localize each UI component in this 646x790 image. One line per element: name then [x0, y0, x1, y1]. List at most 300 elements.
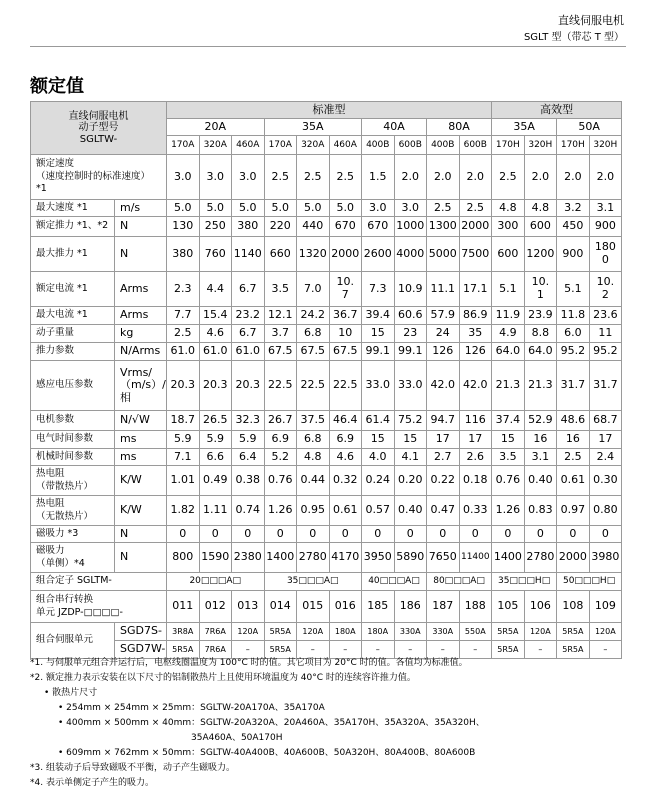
value-cell: 2.5 — [459, 200, 492, 217]
value-cell: 21.3 — [492, 361, 525, 411]
table-row — [31, 237, 622, 272]
value-cell: 6.0 — [557, 325, 590, 343]
value-cell: 2600 — [362, 237, 395, 272]
value-cell: 3.0 — [232, 155, 265, 200]
value-cell: 0 — [264, 526, 297, 543]
value-cell: 11400 — [459, 543, 492, 573]
value-cell: 0 — [232, 526, 265, 543]
value-cell: 31.7 — [557, 361, 590, 411]
value-cell: 6.8 — [297, 325, 330, 343]
table-row — [31, 543, 622, 573]
model-header: 600B — [394, 136, 427, 155]
value-cell: 5.0 — [297, 200, 330, 217]
value-cell: 800 — [167, 543, 200, 573]
row-unit: N — [115, 526, 167, 543]
servo-cell: 5R5A — [557, 623, 590, 641]
model-header: 320H — [524, 136, 557, 155]
row-unit: Arms — [115, 307, 167, 325]
servo-cell: 120A — [589, 623, 622, 641]
value-cell: 6.9 — [329, 431, 362, 449]
value-cell: 600 — [524, 217, 557, 237]
value-cell: 22.5 — [329, 361, 362, 411]
value-cell: 0.44 — [297, 466, 330, 496]
value-cell: 0.33 — [459, 496, 492, 526]
row-label: 动子重量 — [31, 325, 115, 343]
row-label: 额定电流 *1 — [31, 272, 115, 307]
value-cell: 4.8 — [524, 200, 557, 217]
value-cell: 4170 — [329, 543, 362, 573]
stator-cell: 35□□□A□ — [264, 573, 362, 591]
servo-cell: – — [524, 641, 557, 659]
value-cell: 61.0 — [199, 343, 232, 361]
value-cell: 16 — [557, 431, 590, 449]
value-cell: 126 — [459, 343, 492, 361]
servo-cell: 3R8A — [167, 623, 200, 641]
value-cell: 37.5 — [297, 411, 330, 431]
converter-cell: 188 — [459, 591, 492, 623]
servo-cell: 550A — [459, 623, 492, 641]
converter-cell: 106 — [524, 591, 557, 623]
value-cell: 2.0 — [459, 155, 492, 200]
value-cell: 0.57 — [362, 496, 395, 526]
value-cell: 4.4 — [199, 272, 232, 307]
value-cell: 5.9 — [232, 431, 265, 449]
servo-cell: – — [232, 641, 265, 659]
row-label: 推力参数 — [31, 343, 115, 361]
value-cell: 1300 — [427, 217, 460, 237]
value-cell: 0.20 — [394, 466, 427, 496]
value-cell: 3.2 — [557, 200, 590, 217]
value-cell: 67.5 — [264, 343, 297, 361]
value-cell: 2.4 — [589, 449, 622, 466]
stator-label: 组合定子 SGLTM- — [31, 573, 167, 591]
value-cell: 1140 — [232, 237, 265, 272]
value-cell: 3980 — [589, 543, 622, 573]
row-unit: N — [115, 217, 167, 237]
servo-cell: 330A — [427, 623, 460, 641]
value-cell: 15 — [394, 431, 427, 449]
value-cell: 17 — [427, 431, 460, 449]
servo-cell: – — [394, 641, 427, 659]
servo-cell: 7R6A — [199, 641, 232, 659]
value-cell: 0 — [394, 526, 427, 543]
value-cell: 300 — [492, 217, 525, 237]
servo-cell: – — [427, 641, 460, 659]
value-cell: 26.5 — [199, 411, 232, 431]
value-cell: 7.3 — [362, 272, 395, 307]
value-cell: 0.22 — [427, 466, 460, 496]
value-cell: 0.95 — [297, 496, 330, 526]
value-cell: 52.9 — [524, 411, 557, 431]
servo-cell: – — [362, 641, 395, 659]
value-cell: 2.0 — [394, 155, 427, 200]
value-cell: 10. 7 — [329, 272, 362, 307]
value-cell: 5.1 — [492, 272, 525, 307]
row-unit: N/√W — [115, 411, 167, 431]
value-cell: 11.9 — [492, 307, 525, 325]
value-cell: 67.5 — [297, 343, 330, 361]
model-header: 460A — [329, 136, 362, 155]
servo-cell: – — [459, 641, 492, 659]
value-cell: 0 — [167, 526, 200, 543]
converter-cell: 186 — [394, 591, 427, 623]
value-cell: 0.83 — [524, 496, 557, 526]
footnote-3: *3. 组装动子后导致磁吸不平衡，动子产生磁吸力。 — [30, 763, 235, 773]
model-header: 400B — [362, 136, 395, 155]
value-cell: 180 0 — [589, 237, 622, 272]
value-cell: 6.8 — [297, 431, 330, 449]
value-cell: 31.7 — [589, 361, 622, 411]
group-standard: 标准型 — [167, 102, 492, 119]
stator-cell: 20□□□A□ — [167, 573, 265, 591]
value-cell: 130 — [167, 217, 200, 237]
value-cell: 600 — [492, 237, 525, 272]
model-header: 170A — [264, 136, 297, 155]
value-cell: 95.2 — [589, 343, 622, 361]
row-label: 热电阻 （带散热片） — [31, 466, 115, 496]
value-cell: 3.0 — [199, 155, 232, 200]
value-cell: 36.7 — [329, 307, 362, 325]
value-cell: 450 — [557, 217, 590, 237]
value-cell: 2780 — [297, 543, 330, 573]
value-cell: 21.3 — [524, 361, 557, 411]
converter-cell: 187 — [427, 591, 460, 623]
value-cell: 17.1 — [459, 272, 492, 307]
value-cell: 35 — [459, 325, 492, 343]
value-cell: 20.3 — [232, 361, 265, 411]
servo-label: 组合伺服单元 — [31, 623, 115, 659]
value-cell: 0.40 — [394, 496, 427, 526]
value-cell: 23.9 — [524, 307, 557, 325]
value-cell: 23.6 — [589, 307, 622, 325]
model-header: 170A — [167, 136, 200, 155]
value-cell: 250 — [199, 217, 232, 237]
value-cell: 2000 — [557, 543, 590, 573]
value-cell: 64.0 — [492, 343, 525, 361]
value-cell: 2.0 — [557, 155, 590, 200]
converter-cell: 105 — [492, 591, 525, 623]
table-row — [31, 411, 622, 431]
row-label: 最大速度 *1 — [31, 200, 115, 217]
value-cell: 3.0 — [167, 155, 200, 200]
value-cell: 64.0 — [524, 343, 557, 361]
value-cell: 17 — [459, 431, 492, 449]
row-unit: K/W — [115, 496, 167, 526]
value-cell: 61.0 — [232, 343, 265, 361]
value-cell: 7.7 — [167, 307, 200, 325]
value-cell: 5.0 — [232, 200, 265, 217]
value-cell: 75.2 — [394, 411, 427, 431]
value-cell: 900 — [589, 217, 622, 237]
footnote-1: *1. 与伺服单元组合并运行后，电枢线圈温度为 100°C 时的值。其它项目为 20°C 时的值。各值均为标准值。 — [30, 658, 468, 668]
value-cell: 7.1 — [167, 449, 200, 466]
table-row — [31, 200, 622, 217]
value-cell: 1.82 — [167, 496, 200, 526]
value-cell: 10 — [329, 325, 362, 343]
row-unit: N — [115, 237, 167, 272]
servo-model: SGD7W- — [115, 641, 167, 659]
stator-cell: 40□□□A□ — [362, 573, 427, 591]
row-label: 感应电压参数 — [31, 361, 115, 411]
value-cell: 15 — [492, 431, 525, 449]
value-cell: 61.0 — [167, 343, 200, 361]
value-cell: 7.0 — [297, 272, 330, 307]
servo-cell: 5R5A — [167, 641, 200, 659]
value-cell: 1400 — [264, 543, 297, 573]
series-header: 50A — [557, 119, 622, 136]
table-row — [31, 272, 622, 307]
value-cell: 20.3 — [167, 361, 200, 411]
value-cell: 1.26 — [264, 496, 297, 526]
value-cell: 18.7 — [167, 411, 200, 431]
value-cell: 380 — [232, 217, 265, 237]
value-cell: 1.5 — [362, 155, 395, 200]
value-cell: 4.0 — [362, 449, 395, 466]
row-label: 最大电流 *1 — [31, 307, 115, 325]
converter-cell: 012 — [199, 591, 232, 623]
value-cell: 900 — [557, 237, 590, 272]
row-unit: ms — [115, 431, 167, 449]
row-label: 机械时间参数 — [31, 449, 115, 466]
footnote-heatsink-3: • 609mm × 762mm × 50mm：SGLTW-40A400B、40A600B、50A320H、80A400B、80A600B — [58, 748, 476, 758]
value-cell: 42.0 — [427, 361, 460, 411]
value-cell: 0.74 — [232, 496, 265, 526]
value-cell: 3950 — [362, 543, 395, 573]
row-label: 额定速度 （速度控制时的标准速度） *1 — [31, 155, 167, 200]
value-cell: 2.6 — [459, 449, 492, 466]
value-cell: 10. 2 — [589, 272, 622, 307]
table-row — [31, 343, 622, 361]
value-cell: 2.7 — [427, 449, 460, 466]
value-cell: 0.24 — [362, 466, 395, 496]
value-cell: 94.7 — [427, 411, 460, 431]
value-cell: 0.61 — [557, 466, 590, 496]
servo-cell: 5R5A — [492, 641, 525, 659]
value-cell: 6.6 — [199, 449, 232, 466]
value-cell: 26.7 — [264, 411, 297, 431]
servo-cell: – — [297, 641, 330, 659]
row-unit: N/Arms — [115, 343, 167, 361]
value-cell: 39.4 — [362, 307, 395, 325]
value-cell: 11.8 — [557, 307, 590, 325]
value-cell: 11 — [589, 325, 622, 343]
value-cell: 1000 — [394, 217, 427, 237]
value-cell: 0 — [557, 526, 590, 543]
row-unit: Vrms/ （m/s）/ 相 — [115, 361, 167, 411]
value-cell: 0.47 — [427, 496, 460, 526]
row-unit: ms — [115, 449, 167, 466]
value-cell: 3.1 — [589, 200, 622, 217]
value-cell: 6.9 — [264, 431, 297, 449]
value-cell: 24.2 — [297, 307, 330, 325]
series-header: 80A — [427, 119, 492, 136]
model-header: 170H — [492, 136, 525, 155]
value-cell: 17 — [589, 431, 622, 449]
value-cell: 2000 — [459, 217, 492, 237]
row-label: 磁吸力 （单侧）*4 — [31, 543, 115, 573]
servo-cell: 5R5A — [264, 641, 297, 659]
stator-cell: 50□□□H□ — [557, 573, 622, 591]
value-cell: 4000 — [394, 237, 427, 272]
value-cell: 4.1 — [394, 449, 427, 466]
value-cell: 2000 — [329, 237, 362, 272]
model-header: 320A — [199, 136, 232, 155]
value-cell: 440 — [297, 217, 330, 237]
series-header: 35A — [264, 119, 362, 136]
value-cell: 4.9 — [492, 325, 525, 343]
header-title: 直线伺服电机 — [558, 14, 624, 27]
value-cell: 126 — [427, 343, 460, 361]
value-cell: 5.0 — [329, 200, 362, 217]
value-cell: 0.32 — [329, 466, 362, 496]
servo-cell: – — [589, 641, 622, 659]
converter-cell: 011 — [167, 591, 200, 623]
row-unit: kg — [115, 325, 167, 343]
value-cell: 86.9 — [459, 307, 492, 325]
row-label: 电机参数 — [31, 411, 115, 431]
value-cell: 2.5 — [297, 155, 330, 200]
value-cell: 3.0 — [394, 200, 427, 217]
converter-cell: 013 — [232, 591, 265, 623]
table-row — [31, 361, 622, 411]
table-row — [31, 155, 622, 200]
value-cell: 2.5 — [427, 200, 460, 217]
value-cell: 4.6 — [199, 325, 232, 343]
value-cell: 99.1 — [362, 343, 395, 361]
value-cell: 15.4 — [199, 307, 232, 325]
converter-cell: 108 — [557, 591, 590, 623]
value-cell: 10. 1 — [524, 272, 557, 307]
value-cell: 33.0 — [362, 361, 395, 411]
converter-cell: 109 — [589, 591, 622, 623]
footnote-heatsink-title: • 散热片尺寸 — [44, 688, 98, 698]
footnote-heatsink-1: • 254mm × 254mm × 25mm：SGLTW-20A170A、35A170A — [58, 703, 325, 713]
row-unit: Arms — [115, 272, 167, 307]
value-cell: 57.9 — [427, 307, 460, 325]
value-cell: 95.2 — [557, 343, 590, 361]
value-cell: 15 — [362, 431, 395, 449]
value-cell: 0.38 — [232, 466, 265, 496]
value-cell: 2.5 — [329, 155, 362, 200]
row-label: 最大推力 *1 — [31, 237, 115, 272]
footnote-heatsink-2: • 400mm × 500mm × 40mm：SGLTW-20A320A、20A460A、35A170H、35A320A、35A320H、 — [58, 718, 485, 728]
value-cell: 1200 — [524, 237, 557, 272]
value-cell: 48.6 — [557, 411, 590, 431]
value-cell: 0 — [492, 526, 525, 543]
footnote-heatsink-2-cont: 35A460A、50A170H — [191, 733, 283, 743]
value-cell: 16 — [524, 431, 557, 449]
converter-label: 组合串行转换 单元 JZDP-□□□□- — [31, 591, 167, 623]
servo-cell: 180A — [362, 623, 395, 641]
value-cell: 4.8 — [297, 449, 330, 466]
converter-cell: 015 — [297, 591, 330, 623]
value-cell: 0 — [297, 526, 330, 543]
table-row — [31, 431, 622, 449]
table-row — [31, 325, 622, 343]
value-cell: 2.3 — [167, 272, 200, 307]
servo-cell: 5R5A — [492, 623, 525, 641]
value-cell: 7500 — [459, 237, 492, 272]
value-cell: 99.1 — [394, 343, 427, 361]
value-cell: 15 — [362, 325, 395, 343]
value-cell: 0 — [329, 526, 362, 543]
stator-cell: 80□□□A□ — [427, 573, 492, 591]
model-header: 320H — [589, 136, 622, 155]
servo-cell: 5R5A — [264, 623, 297, 641]
converter-cell: 016 — [329, 591, 362, 623]
row-unit: K/W — [115, 466, 167, 496]
table-row — [31, 496, 622, 526]
value-cell: 2.0 — [589, 155, 622, 200]
value-cell: 2780 — [524, 543, 557, 573]
header-row-group — [31, 102, 622, 119]
value-cell: 61.4 — [362, 411, 395, 431]
value-cell: 5.9 — [167, 431, 200, 449]
value-cell: 0.61 — [329, 496, 362, 526]
servo-cell: – — [329, 641, 362, 659]
value-cell: 0.40 — [524, 466, 557, 496]
value-cell: 3.7 — [264, 325, 297, 343]
value-cell: 68.7 — [589, 411, 622, 431]
value-cell: 4.6 — [329, 449, 362, 466]
value-cell: 46.4 — [329, 411, 362, 431]
value-cell: 7650 — [427, 543, 460, 573]
value-cell: 2.0 — [524, 155, 557, 200]
value-cell: 3.0 — [362, 200, 395, 217]
value-cell: 5.0 — [264, 200, 297, 217]
value-cell: 2.0 — [427, 155, 460, 200]
table-row — [31, 526, 622, 543]
value-cell: 0 — [459, 526, 492, 543]
row-unit: m/s — [115, 200, 167, 217]
value-cell: 0 — [362, 526, 395, 543]
value-cell: 1.26 — [492, 496, 525, 526]
servo-cell: 120A — [524, 623, 557, 641]
table-row — [31, 466, 622, 496]
servo-cell: 180A — [329, 623, 362, 641]
value-cell: 0 — [427, 526, 460, 543]
footnote-4: *4. 表示单侧定子产生的吸力。 — [30, 778, 154, 788]
value-cell: 0 — [199, 526, 232, 543]
value-cell: 11.1 — [427, 272, 460, 307]
header-divider — [30, 46, 626, 47]
model-header: 170H — [557, 136, 590, 155]
value-cell: 1590 — [199, 543, 232, 573]
value-cell: 2.5 — [557, 449, 590, 466]
converter-cell: 185 — [362, 591, 395, 623]
value-cell: 0.30 — [589, 466, 622, 496]
table-row — [31, 217, 622, 237]
value-cell: 0.18 — [459, 466, 492, 496]
converter-row — [31, 591, 622, 623]
servo-row — [31, 623, 622, 641]
row-label: 额定推力 *1、*2 — [31, 217, 115, 237]
value-cell: 3.1 — [524, 449, 557, 466]
table-row — [31, 449, 622, 466]
value-cell: 2.5 — [492, 155, 525, 200]
rating-table — [30, 101, 622, 659]
value-cell: 22.5 — [264, 361, 297, 411]
value-cell: 20.3 — [199, 361, 232, 411]
value-cell: 67.5 — [329, 343, 362, 361]
value-cell: 1.01 — [167, 466, 200, 496]
value-cell: 4.8 — [492, 200, 525, 217]
value-cell: 116 — [459, 411, 492, 431]
value-cell: 5.1 — [557, 272, 590, 307]
value-cell: 2380 — [232, 543, 265, 573]
stator-row — [31, 573, 622, 591]
series-header: 35A — [492, 119, 557, 136]
